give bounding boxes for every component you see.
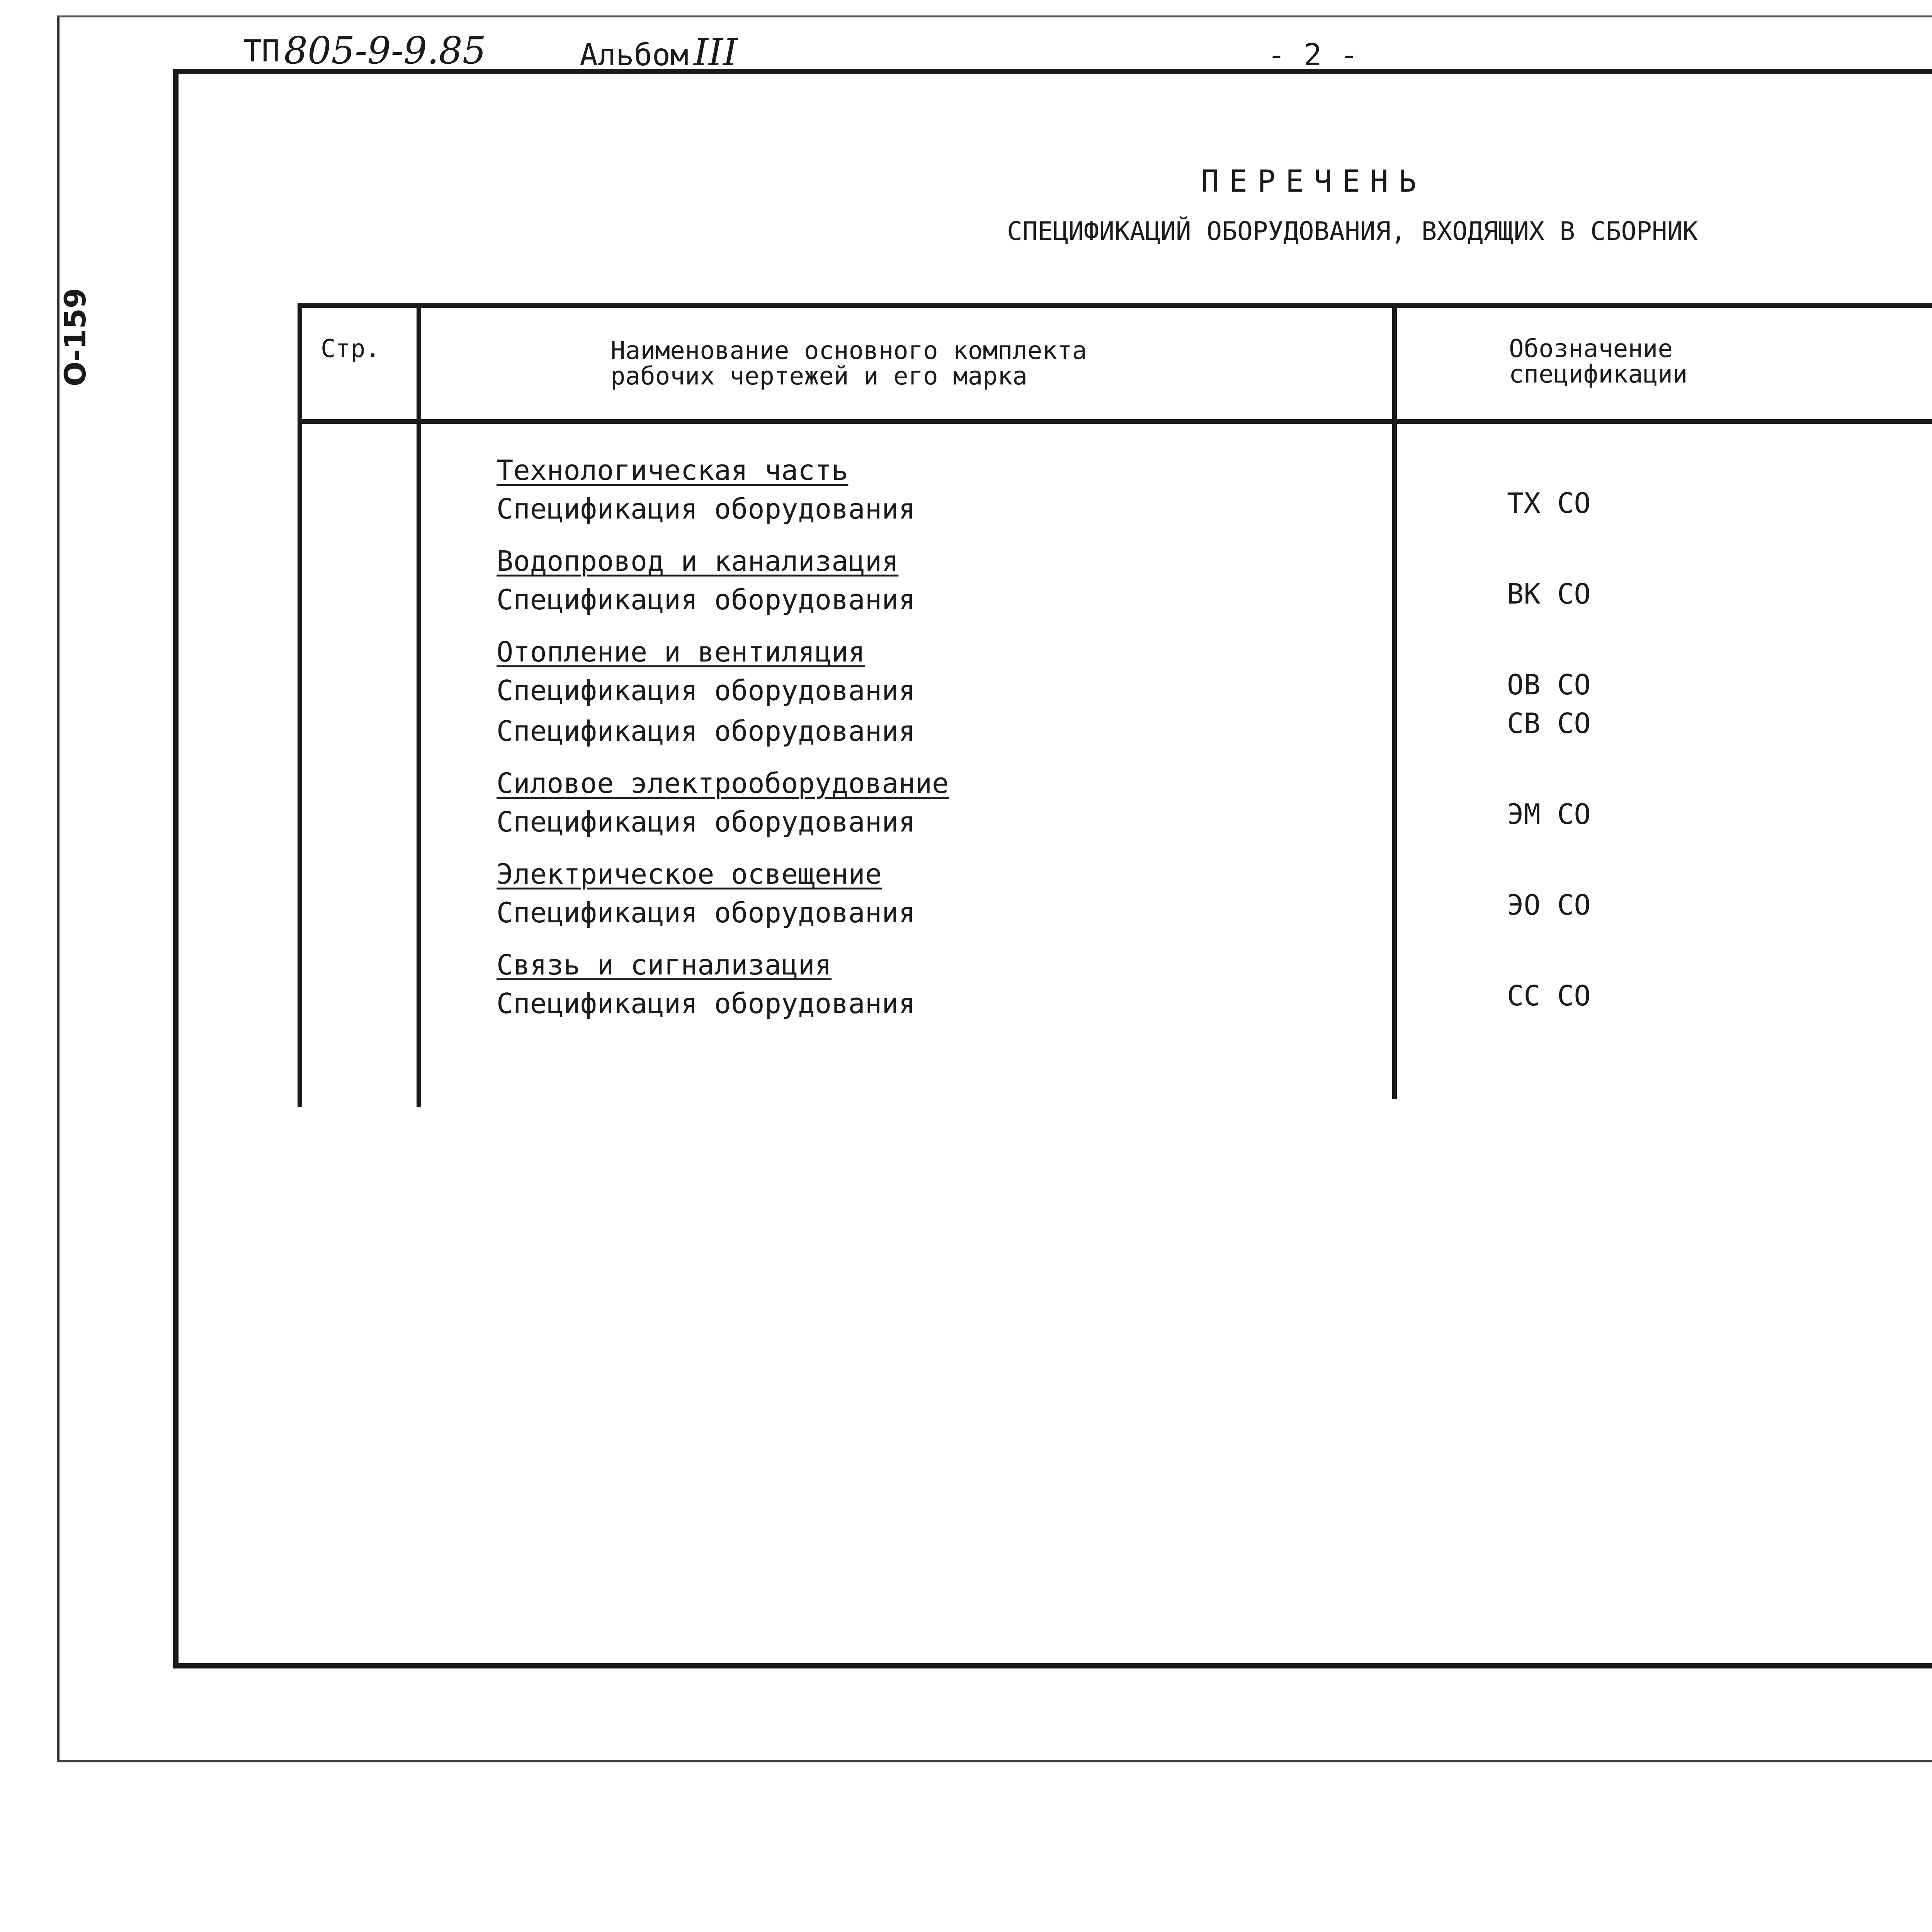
row-code: ЭМ СО: [1507, 798, 1591, 830]
page-title: ПЕРЕЧЕНЬ: [1201, 164, 1427, 199]
row-item: Спецификация оборудования: [497, 806, 915, 838]
row-code: ЭО СО: [1507, 889, 1591, 921]
document-frame: [173, 69, 1932, 1668]
table-col-line-1: [298, 303, 302, 1107]
header-name: Наименование основного комплекта рабочих чертежей и его марка: [611, 337, 1087, 391]
section-title: Отопление и вентиляция: [497, 636, 865, 668]
section-title: Силовое электрооборудование: [497, 767, 949, 799]
sheet-border-top: [57, 15, 1932, 17]
drawing-code: 805-9-9.85: [284, 29, 486, 72]
table-header-line: [298, 419, 1932, 424]
section-title: Водопровод и канализация: [497, 545, 899, 577]
header-designation: Обозначение спецификации: [1509, 335, 1688, 389]
table-col-line-3: [1392, 303, 1397, 1099]
page-number: - 2 -: [1267, 38, 1358, 73]
row-item: Спецификация оборудования: [497, 896, 915, 929]
album-label: Альбом: [580, 38, 689, 73]
row-item: Спецификация оборудования: [497, 715, 915, 747]
page-subtitle: СПЕЦИФИКАЦИЙ ОБОРУДОВАНИЯ, ВХОДЯЩИХ В СБОРНИК: [1007, 216, 1698, 246]
row-code: ТХ СО: [1507, 487, 1591, 519]
table-col-line-2: [417, 303, 421, 1107]
row-code: СВ СО: [1507, 707, 1591, 740]
sheet-border-left: [57, 15, 60, 1762]
row-item: Спецификация оборудования: [497, 987, 915, 1020]
row-item: Спецификация оборудования: [497, 583, 915, 616]
header-page: Стр.: [321, 335, 381, 363]
album-number: III: [694, 31, 738, 74]
table-top-line: [298, 303, 1932, 308]
sheet-border-bottom: [57, 1760, 1932, 1762]
section-title: Электрическое освещение: [497, 858, 882, 890]
row-code: ВК СО: [1507, 578, 1591, 610]
row-code: СС СО: [1507, 980, 1591, 1012]
section-title: Технологическая часть: [497, 454, 849, 486]
row-item: Спецификация оборудования: [497, 493, 915, 525]
side-code: О-159: [58, 288, 92, 386]
code-prefix: ТП: [243, 34, 280, 69]
row-item: Спецификация оборудования: [497, 674, 915, 707]
row-code: ОВ СО: [1507, 668, 1591, 701]
section-title: Связь и сигнализация: [497, 949, 832, 981]
